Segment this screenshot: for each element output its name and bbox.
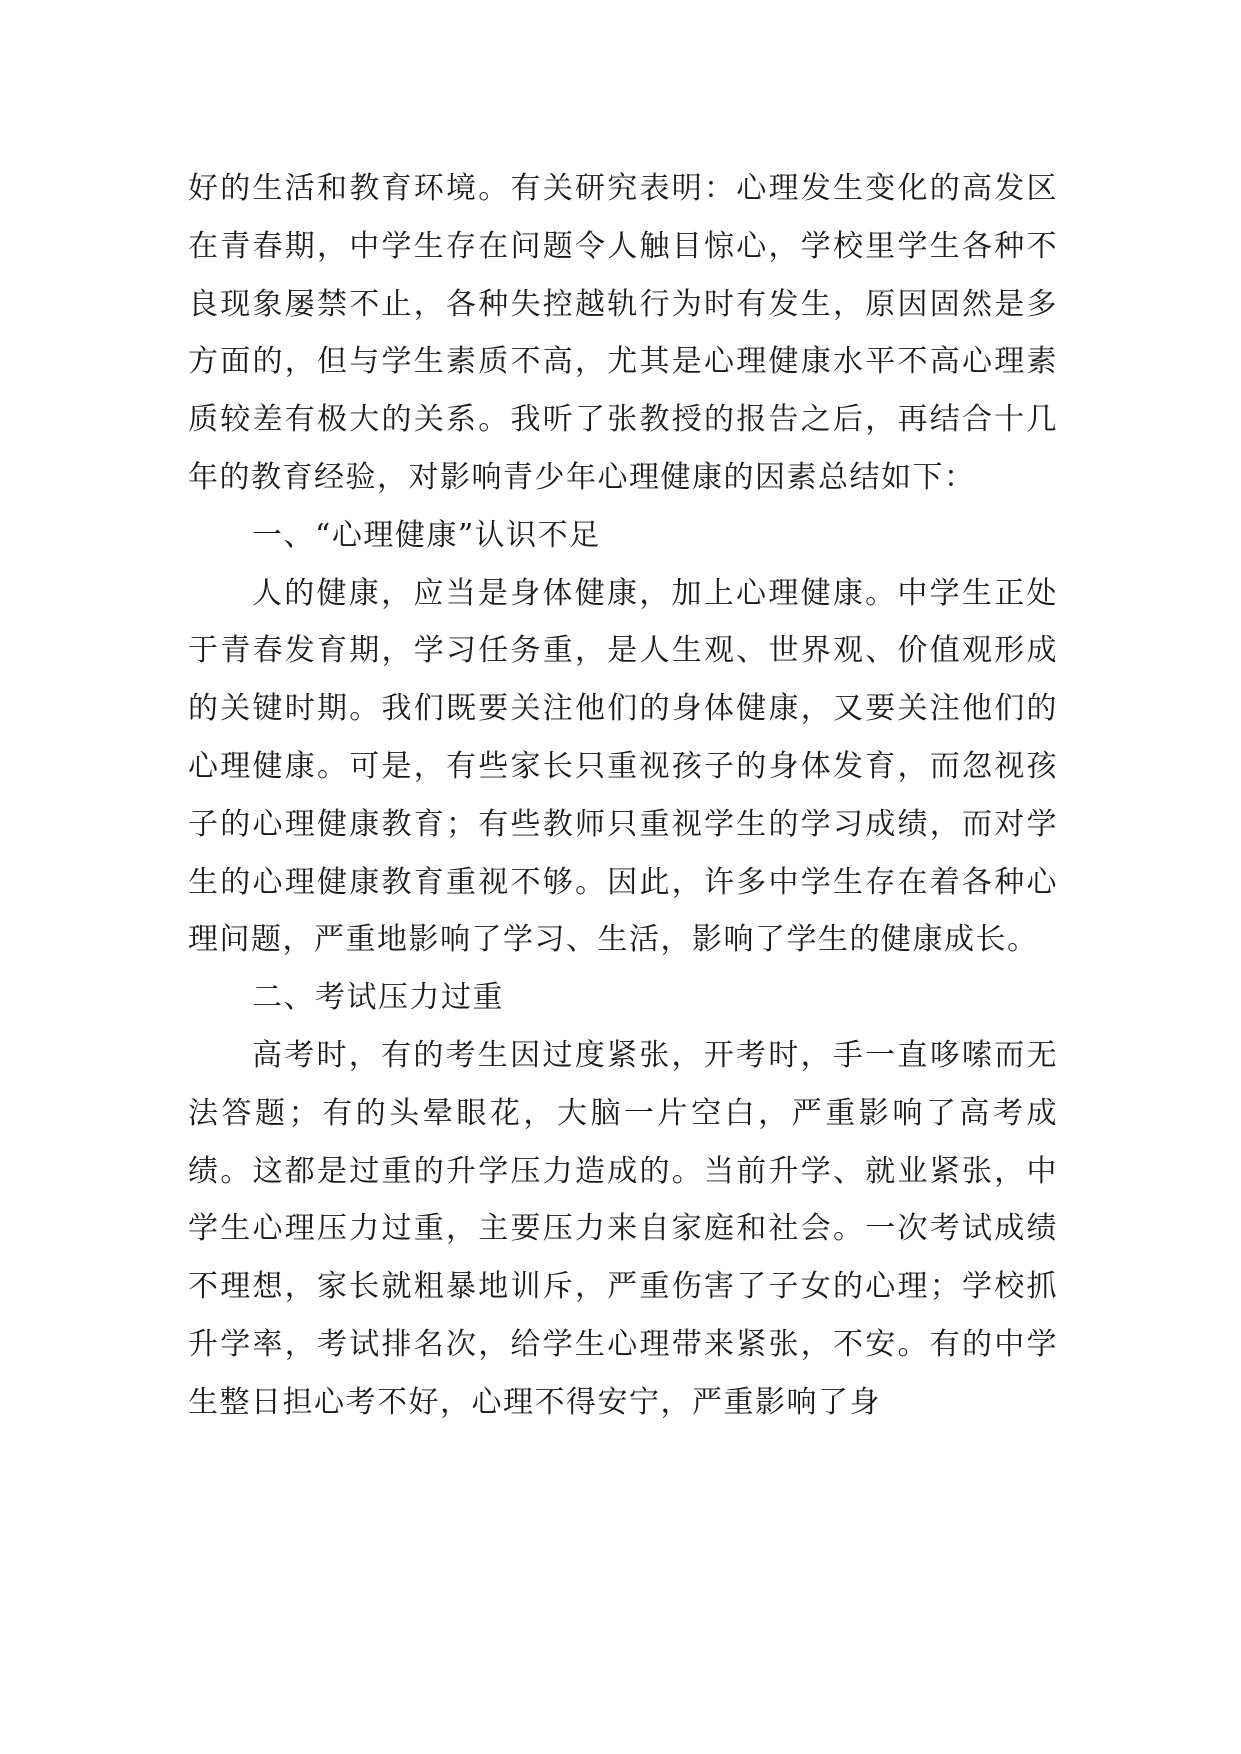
body-paragraph: 高考时，有的考生因过度紧张，开考时，手一直哆嗦而无法答题；有的头晕眼花，大脑一片空白，严重影响了高考成绩。这都是过重的升学压力造成的。当前升学、就业紧张，中学生心理压力过重，主要压力来自家庭和社会。一次考试成绩不理想，家长就粗暴地训斥，严重伤害了子女的心理；学校抓升学率，考试排名次，给学生心理带来紧张，不安。有的中学生整日担心考不好，心理不得安宁，严重影响了身	[188, 1037, 1058, 1420]
body-paragraph: 人的健康，应当是身体健康，加上心理健康。中学生正处于青春发育期，学习任务重，是人生观、世界观、价值观形成的关键时期。我们既要关注他们的身体健康，又要关注他们的心理健康。可是，有些家长只重视孩子的身体发育，而忽视孩子的心理健康教育；有些教师只重视学生的学习成绩，而对学生的心理健康教育重视不够。因此，许多中学生存在着各种心理问题，严重地影响了学习、生活，影响了学生的健康成长。	[188, 575, 1058, 958]
document-body	[188, 160, 1058, 1432]
body-paragraph: 好的生活和教育环境。有关研究表明：心理发生变化的高发区在青春期，中学生存在问题令人触目惊心，学校里学生各种不良现象屡禁不止，各种失控越轨行为时有发生，原因固然是多方面的，但与学生素质不高，尤其是心理健康水平不高心理素质较差有极大的关系。我听了张教授的报告之后，再结合十几年的教育经验，对影响青少年心理健康的因素总结如下：	[188, 171, 1058, 495]
section-heading: 二、考试压力过重	[252, 980, 504, 1016]
section-heading: 一、“心理健康”认识不足	[252, 517, 601, 553]
